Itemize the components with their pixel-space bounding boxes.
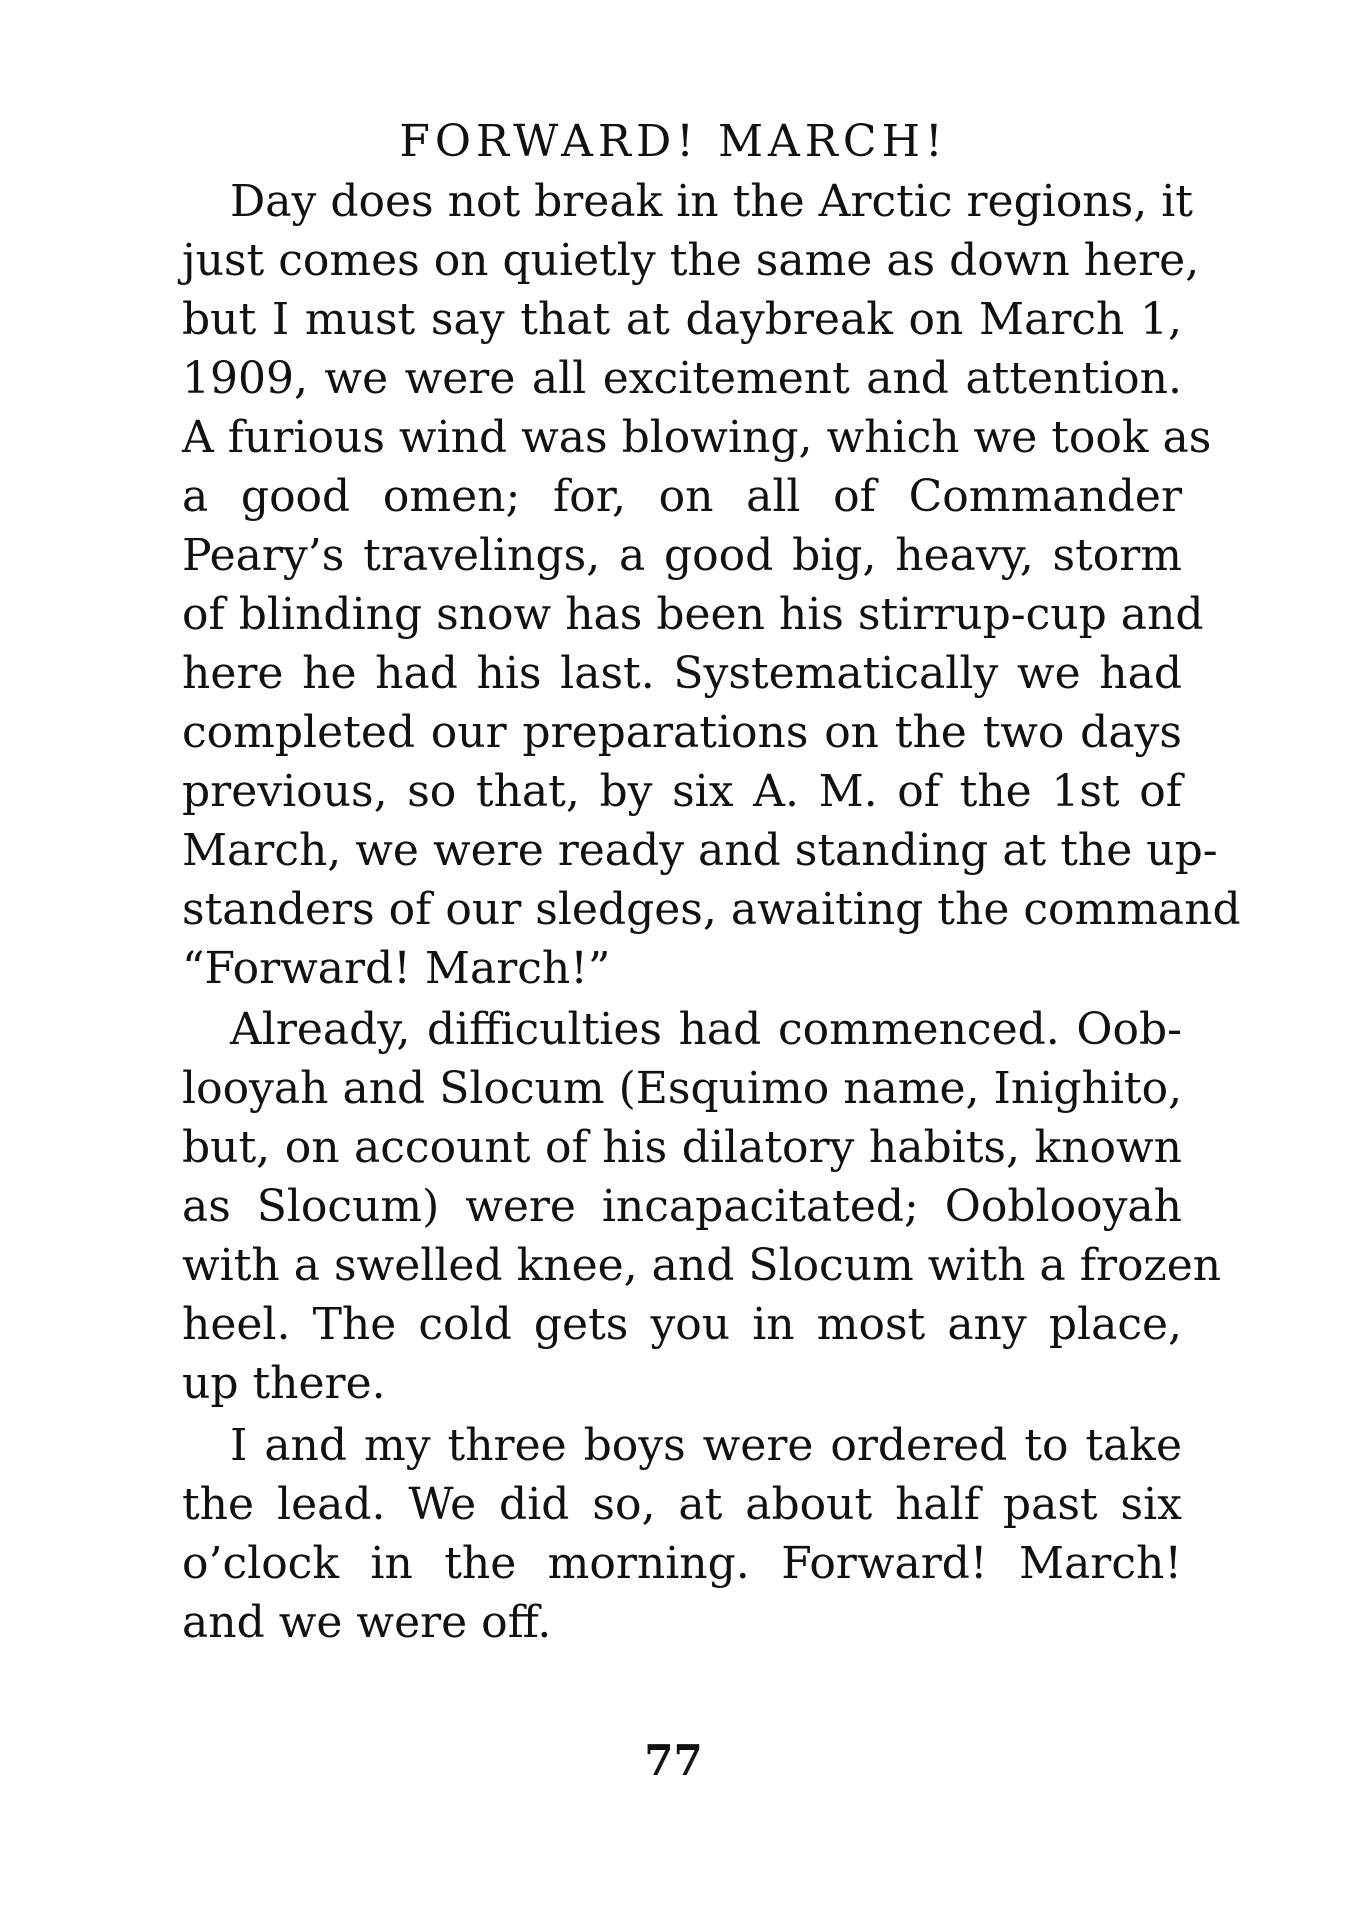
text-line: March, we were ready and standing at the up- (182, 825, 1218, 876)
text-line: A furious wind was blowing, which we took as (182, 412, 1212, 463)
text-line: but I must say that at daybreak on March 1, (182, 294, 1182, 345)
text-line: 1909, we were all excitement and attention. (182, 353, 1182, 404)
paragraph-2 (182, 1000, 1222, 1413)
text-line: up there. (182, 1358, 386, 1409)
paragraph-1 (182, 172, 1241, 998)
text-line: Day does not break in the Arctic regions, it (230, 176, 1193, 227)
text-line: I and my three boys were ordered to take (230, 1420, 1182, 1471)
text-line: looyah and Slocum (Esquimo name, Inighito, (182, 1063, 1183, 1114)
text-line: completed our preparations on the two days (182, 707, 1182, 758)
text-line: here he had his last. Systematically we had (182, 648, 1182, 699)
text-line: of blinding snow has been his stirrup-cup and (182, 589, 1204, 640)
text-line: but, on account of his dilatory habits, known (182, 1122, 1182, 1173)
text-line: Already, difficulties had commenced. Oob- (230, 1004, 1182, 1055)
text-line: o’clock in the morning. Forward! March! (182, 1538, 1182, 1589)
text-line: a good omen; for, on all of Commander (182, 471, 1182, 522)
text-line: standers of our sledges, awaiting the command (182, 884, 1241, 935)
text-line: “Forward! March!” (182, 943, 611, 994)
running-head: FORWARD! MARCH! (399, 116, 948, 167)
text-line: with a swelled knee, and Slocum with a frozen (182, 1240, 1222, 1291)
text-line: and we were off. (182, 1597, 552, 1648)
page-number: 77 (644, 1736, 703, 1785)
text-line: as Slocum) were incapacitated; Ooblooyah (182, 1181, 1182, 1232)
paragraph-3 (182, 1416, 1182, 1652)
text-line: Peary’s travelings, a good big, heavy, storm (182, 530, 1182, 581)
text-line: heel. The cold gets you in most any place, (182, 1299, 1182, 1350)
text-line: just comes on quietly the same as down here, (182, 235, 1200, 286)
text-line: previous, so that, by six A. M. of the 1st of (182, 766, 1182, 817)
text-line: the lead. We did so, at about half past six (182, 1479, 1182, 1530)
